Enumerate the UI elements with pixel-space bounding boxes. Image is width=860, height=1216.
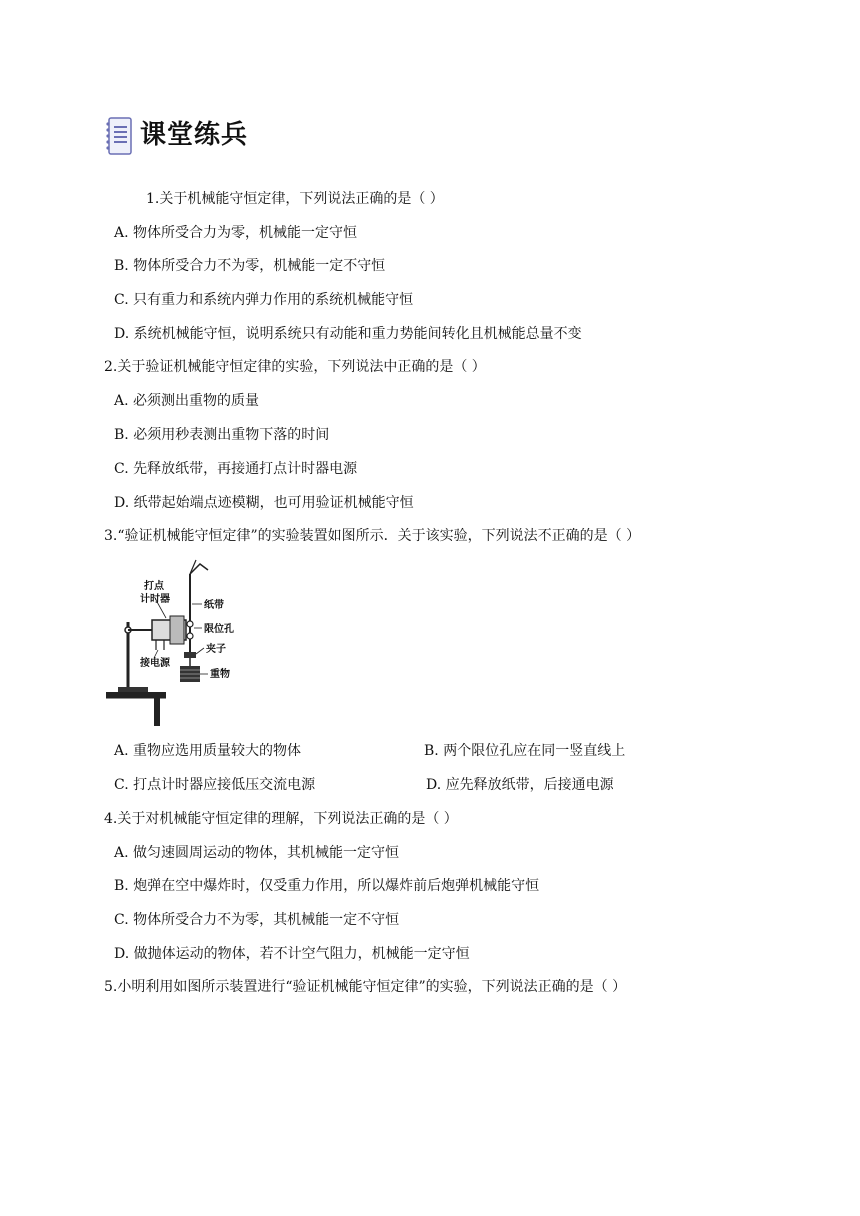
question-4-stem: 4.关于对机械能守恒定律的理解，下列说法正确的是（ ） [104,811,458,827]
question-3-option-a: A. 重物应选用质量较大的物体 [114,743,302,759]
notebook-icon [104,116,134,156]
apparatus-diagram [104,556,264,728]
label-power: 接电源 [140,658,170,669]
question-3-option-d: D. 应先释放纸带，后接通电源 [426,777,614,793]
section-title: 课堂练兵 [140,120,249,150]
apparatus-figure [104,556,264,728]
question-2-option-b: B. 必须用秒表测出重物下落的时间 [114,427,330,443]
label-timer-1: 打点 [144,581,164,592]
table-top [106,692,166,698]
question-4-option-b: B. 炮弹在空中爆炸时，仅受重力作用，所以爆炸前后炮弹机械能守恒 [114,878,540,894]
question-1-option-c: C. 只有重力和系统内弹力作用的系统机械能守恒 [114,292,414,308]
question-2-option-a: A. 必须测出重物的质量 [114,393,260,409]
label-timer-2: 计时器 [140,594,170,605]
question-1-option-b: B. 物体所受合力不为零，机械能一定不守恒 [114,258,386,274]
question-2-stem: 2.关于验证机械能守恒定律的实验，下列说法中正确的是（ ） [104,359,486,375]
label-weight: 重物 [210,669,230,680]
label-limit-hole: 限位孔 [204,624,234,635]
question-3-option-b: B. 两个限位孔应在同一竖直线上 [424,743,626,759]
label-clip: 夹子 [206,644,226,655]
table-leg [154,698,160,726]
question-3-option-c: C. 打点计时器应接低压交流电源 [114,777,316,793]
question-2-option-d: D. 纸带起始端点迹模糊，也可用验证机械能守恒 [114,495,414,511]
question-4-option-c: C. 物体所受合力不为零，其机械能一定不守恒 [114,912,400,928]
question-1-stem: 1.关于机械能守恒定律，下列说法正确的是（ ） [146,191,444,207]
question-1-option-a: A. 物体所受合力为零，机械能一定守恒 [114,225,358,241]
question-4-option-a: A. 做匀速圆周运动的物体，其机械能一定守恒 [114,845,400,861]
question-5-stem: 5.小明利用如图所示装置进行“验证机械能守恒定律”的实验，下列说法正确的是（ ） [104,979,627,995]
stand-base [118,687,148,692]
question-1-option-d: D. 系统机械能守恒，说明系统只有动能和重力势能间转化且机械能总量不变 [114,326,582,342]
label-tape: 纸带 [204,600,224,611]
question-2-option-c: C. 先释放纸带，再接通打点计时器电源 [114,461,358,477]
clip [184,652,196,658]
question-4-option-d: D. 做抛体运动的物体，若不计空气阻力，机械能一定守恒 [114,946,470,962]
question-3-stem: 3.“验证机械能守恒定律”的实验装置如图所示．关于该实验，下列说法不正确的是（ ） [104,528,641,544]
